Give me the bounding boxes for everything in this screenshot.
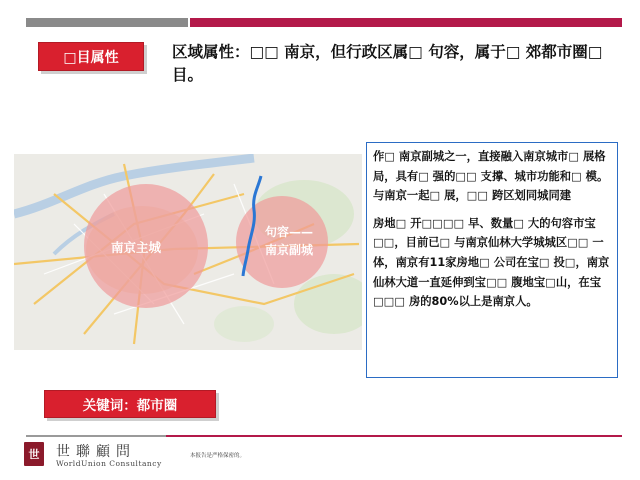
confidential-note: 本报告是严格保密的。 — [190, 453, 246, 459]
jurong-label-line2: 南京副城 — [264, 243, 314, 257]
section-tag-label: □目属性 — [63, 49, 119, 66]
info-paragraph-1: 作□ 南京副城之一，直接融入南京城市□ 展格局，具有□ 强的□□ 支撑、城市功能和□ 模。与南京一起□ 展，□□ 跨区划同城同建 — [373, 150, 609, 203]
top-bar-gray — [26, 18, 188, 27]
bottom-line-gray — [26, 435, 166, 437]
nanjing-main-city-label: 南京主城 — [110, 240, 162, 255]
keyword-tag — [44, 390, 216, 418]
section-tag — [38, 42, 144, 71]
keyword-label: 关键词：都市圈 — [82, 398, 178, 414]
region-map — [14, 154, 362, 350]
bottom-line-red — [166, 435, 622, 437]
page-heading: 区域属性：□□ 南京，但行政区属□ 句容，属于□ 郊都市圈□ 目。 — [172, 43, 603, 84]
map-svg — [14, 154, 362, 350]
jurong-label-line1: 句容—— — [264, 225, 314, 239]
company-name-cn: 世聯顧問 — [56, 444, 136, 460]
info-box — [366, 142, 618, 378]
green-area — [214, 306, 274, 342]
info-paragraph-2: 房地□ 开□□□□ 早、数量□ 大的句容市宝□□，目前已□ 与南京仙林大学城城区□□ 一体，南京有11家房地□ 公司在宝□ 投□，南京仙林大道一直延伸到宝□□ 腹地宝□山，在宝□□□ 房的80%以上是南京人。 — [373, 216, 610, 309]
top-bar-red — [190, 18, 622, 27]
company-name-en: WorldUnion Consultancy — [56, 459, 162, 468]
company-logo-icon: 世 — [24, 442, 44, 466]
